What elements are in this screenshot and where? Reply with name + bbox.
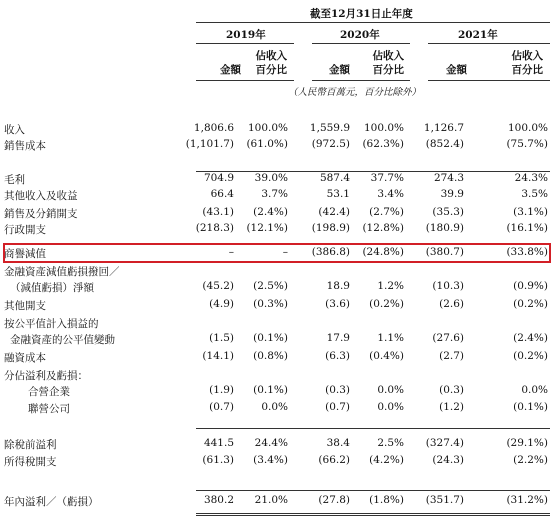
year-2020-header: 2020年 <box>340 29 380 41</box>
amount-cell: 38.4 <box>326 437 350 449</box>
row-label: 聯營公司 <box>28 403 70 415</box>
percent-cell: (2.4%) <box>513 332 548 344</box>
row-label: 行政開支 <box>4 224 46 236</box>
net-profit-double-rule <box>196 515 550 516</box>
amount-cell: (61.3) <box>202 454 234 466</box>
percent-cell: (0.9%) <box>513 280 548 292</box>
amount-cell: (3.6) <box>325 298 350 310</box>
percent-cell: (2.7%) <box>369 206 404 218</box>
amount-cell: (972.5) <box>311 138 350 150</box>
amount-cell: (198.9) <box>311 222 350 234</box>
percent-cell: – <box>282 246 288 258</box>
percent-cell: 100.0% <box>507 122 548 134</box>
amount-cell: 704.9 <box>203 172 234 184</box>
amount-cell: (2.7) <box>439 350 464 362</box>
row-label: （減值虧損）淨額 <box>10 282 94 294</box>
amount-header-2020: 金額 <box>329 64 350 76</box>
amount-cell: (35.3) <box>432 206 464 218</box>
row-label: 除稅前溢利 <box>4 439 57 451</box>
amount-header-2021: 金額 <box>446 64 467 76</box>
period-rule <box>196 22 550 23</box>
amount-cell: 39.9 <box>440 188 464 200</box>
percent-cell: 100.0% <box>363 122 404 134</box>
amount-cell: 53.1 <box>326 188 350 200</box>
amount-cell: (27.6) <box>432 332 464 344</box>
amount-cell: (0.3) <box>325 384 350 396</box>
amount-cell: 1,126.7 <box>423 122 464 134</box>
amount-cell: (351.7) <box>425 494 464 506</box>
percent-cell: 21.0% <box>254 494 288 506</box>
net-profit-top-rule <box>196 490 550 491</box>
period-header: 截至12月31日止年度 <box>310 8 413 20</box>
percent-cell: (16.1%) <box>506 222 548 234</box>
percent-cell: (0.2%) <box>513 298 548 310</box>
percent-cell: (1.8%) <box>369 494 404 506</box>
percent-cell: (3.1%) <box>513 206 548 218</box>
net-profit-bottom-rule <box>196 513 550 514</box>
amount-cell: (0.7) <box>209 401 234 413</box>
percent-cell: 24.3% <box>514 172 548 184</box>
amount-cell: (2.6) <box>439 298 464 310</box>
gross-profit-rule <box>196 171 550 172</box>
year-2019-rule <box>196 43 294 44</box>
pct-header-2020-a: 佔收入 <box>372 50 404 62</box>
amount-cell: (380.7) <box>425 246 464 258</box>
row-label: 按公平值計入損益的 <box>4 318 99 330</box>
amount-cell: (4.9) <box>209 298 234 310</box>
percent-cell: 3.4% <box>377 188 404 200</box>
percent-cell: (0.1%) <box>253 332 288 344</box>
row-label: 分佔溢利及虧損： <box>4 370 88 382</box>
row-label: 合營企業 <box>28 386 70 398</box>
percent-cell: (29.1%) <box>506 437 548 449</box>
row-label: 年內溢利／（虧損） <box>4 496 99 508</box>
amount-cell: (14.1) <box>202 350 234 362</box>
pct-header-2021-b: 百分比 <box>511 64 543 76</box>
amount-cell: (45.2) <box>202 280 234 292</box>
percent-cell: 0.0% <box>377 384 404 396</box>
percent-cell: 3.7% <box>261 188 288 200</box>
percent-cell: (12.1%) <box>246 222 288 234</box>
row-label: 金融資產的公平值變動 <box>10 334 115 346</box>
percent-cell: (75.7%) <box>506 138 548 150</box>
subheader-rule-2019 <box>196 80 294 81</box>
percent-cell: (2.5%) <box>253 280 288 292</box>
percent-cell: 2.5% <box>377 437 404 449</box>
amount-cell: (42.4) <box>318 206 350 218</box>
amount-cell: (1.9) <box>209 384 234 396</box>
percent-cell: 39.0% <box>254 172 288 184</box>
row-label: 毛利 <box>4 174 25 186</box>
amount-cell: (1,101.7) <box>185 138 234 150</box>
percent-cell: (0.4%) <box>369 350 404 362</box>
subheader-rule-2020 <box>312 80 410 81</box>
amount-cell: (27.8) <box>318 494 350 506</box>
amount-cell: 17.9 <box>326 332 350 344</box>
percent-cell: 1.2% <box>377 280 404 292</box>
pct-header-2019-a: 佔收入 <box>255 50 287 62</box>
amount-cell: 66.4 <box>210 188 234 200</box>
percent-cell: (0.1%) <box>513 401 548 413</box>
amount-cell: (1.2) <box>439 401 464 413</box>
amount-cell: (43.1) <box>202 206 234 218</box>
amount-cell: (10.3) <box>432 280 464 292</box>
amount-cell: (327.4) <box>425 437 464 449</box>
amount-cell: (6.3) <box>325 350 350 362</box>
percent-cell: (24.8%) <box>362 246 404 258</box>
goodwill-impairment-highlight <box>3 243 551 263</box>
percent-cell: 0.0% <box>521 384 548 396</box>
row-label: 銷售及分銷開支 <box>4 208 78 220</box>
percent-cell: 0.0% <box>261 401 288 413</box>
year-2021-header: 2021年 <box>458 29 498 41</box>
year-2019-header: 2019年 <box>226 29 266 41</box>
unit-note: （人民幣百萬元，百分比除外） <box>288 87 422 98</box>
row-label: 收入 <box>4 124 25 136</box>
percent-cell: (3.4%) <box>253 454 288 466</box>
amount-cell: (218.3) <box>195 222 234 234</box>
amount-cell: – <box>228 246 234 258</box>
amount-header-2019: 金額 <box>220 64 241 76</box>
percent-cell: (0.8%) <box>253 350 288 362</box>
amount-cell: (852.4) <box>425 138 464 150</box>
amount-cell: (24.3) <box>432 454 464 466</box>
amount-cell: (0.7) <box>325 401 350 413</box>
amount-cell: (180.9) <box>425 222 464 234</box>
percent-cell: 3.5% <box>521 188 548 200</box>
amount-cell: 274.3 <box>433 172 464 184</box>
year-2021-rule <box>428 43 550 44</box>
percent-cell: 37.7% <box>370 172 404 184</box>
pct-header-2020-b: 百分比 <box>372 64 404 76</box>
percent-cell: (4.2%) <box>369 454 404 466</box>
percent-cell: (0.1%) <box>253 384 288 396</box>
percent-cell: (31.2%) <box>506 494 548 506</box>
row-label: 其他收入及收益 <box>4 190 78 202</box>
subheader-rule-2021 <box>428 80 550 81</box>
percent-cell: 100.0% <box>247 122 288 134</box>
amount-cell: (386.8) <box>311 246 350 258</box>
amount-cell: (0.3) <box>439 384 464 396</box>
percent-cell: (12.8%) <box>362 222 404 234</box>
amount-cell: 441.5 <box>203 437 234 449</box>
row-label: 融資成本 <box>4 352 46 364</box>
amount-cell: 18.9 <box>326 280 350 292</box>
percent-cell: (62.3%) <box>362 138 404 150</box>
percent-cell: (0.3%) <box>253 298 288 310</box>
amount-cell: 1,806.6 <box>193 122 234 134</box>
amount-cell: 1,559.9 <box>309 122 350 134</box>
percent-cell: 24.4% <box>254 437 288 449</box>
amount-cell: (1.5) <box>209 332 234 344</box>
pct-header-2021-a: 佔收入 <box>511 50 543 62</box>
percent-cell: (33.8%) <box>506 246 548 258</box>
percent-cell: (2.4%) <box>253 206 288 218</box>
row-label: 金融資產減值虧損撥回／ <box>4 266 120 278</box>
percent-cell: (2.2%) <box>513 454 548 466</box>
percent-cell: (0.2%) <box>369 298 404 310</box>
year-2020-rule <box>312 43 410 44</box>
row-label: 銷售成本 <box>4 140 46 152</box>
amount-cell: 380.2 <box>203 494 234 506</box>
percent-cell: (0.2%) <box>513 350 548 362</box>
percent-cell: 1.1% <box>377 332 404 344</box>
pct-header-2019-b: 百分比 <box>255 64 287 76</box>
amount-cell: 587.4 <box>319 172 350 184</box>
amount-cell: (66.2) <box>318 454 350 466</box>
percent-cell: 0.0% <box>377 401 404 413</box>
pretax-rule <box>196 428 550 429</box>
percent-cell: (61.0%) <box>246 138 288 150</box>
row-label: 其他開支 <box>4 300 46 312</box>
row-label: 所得稅開支 <box>4 456 57 468</box>
row-label: 商譽減值 <box>4 248 46 260</box>
